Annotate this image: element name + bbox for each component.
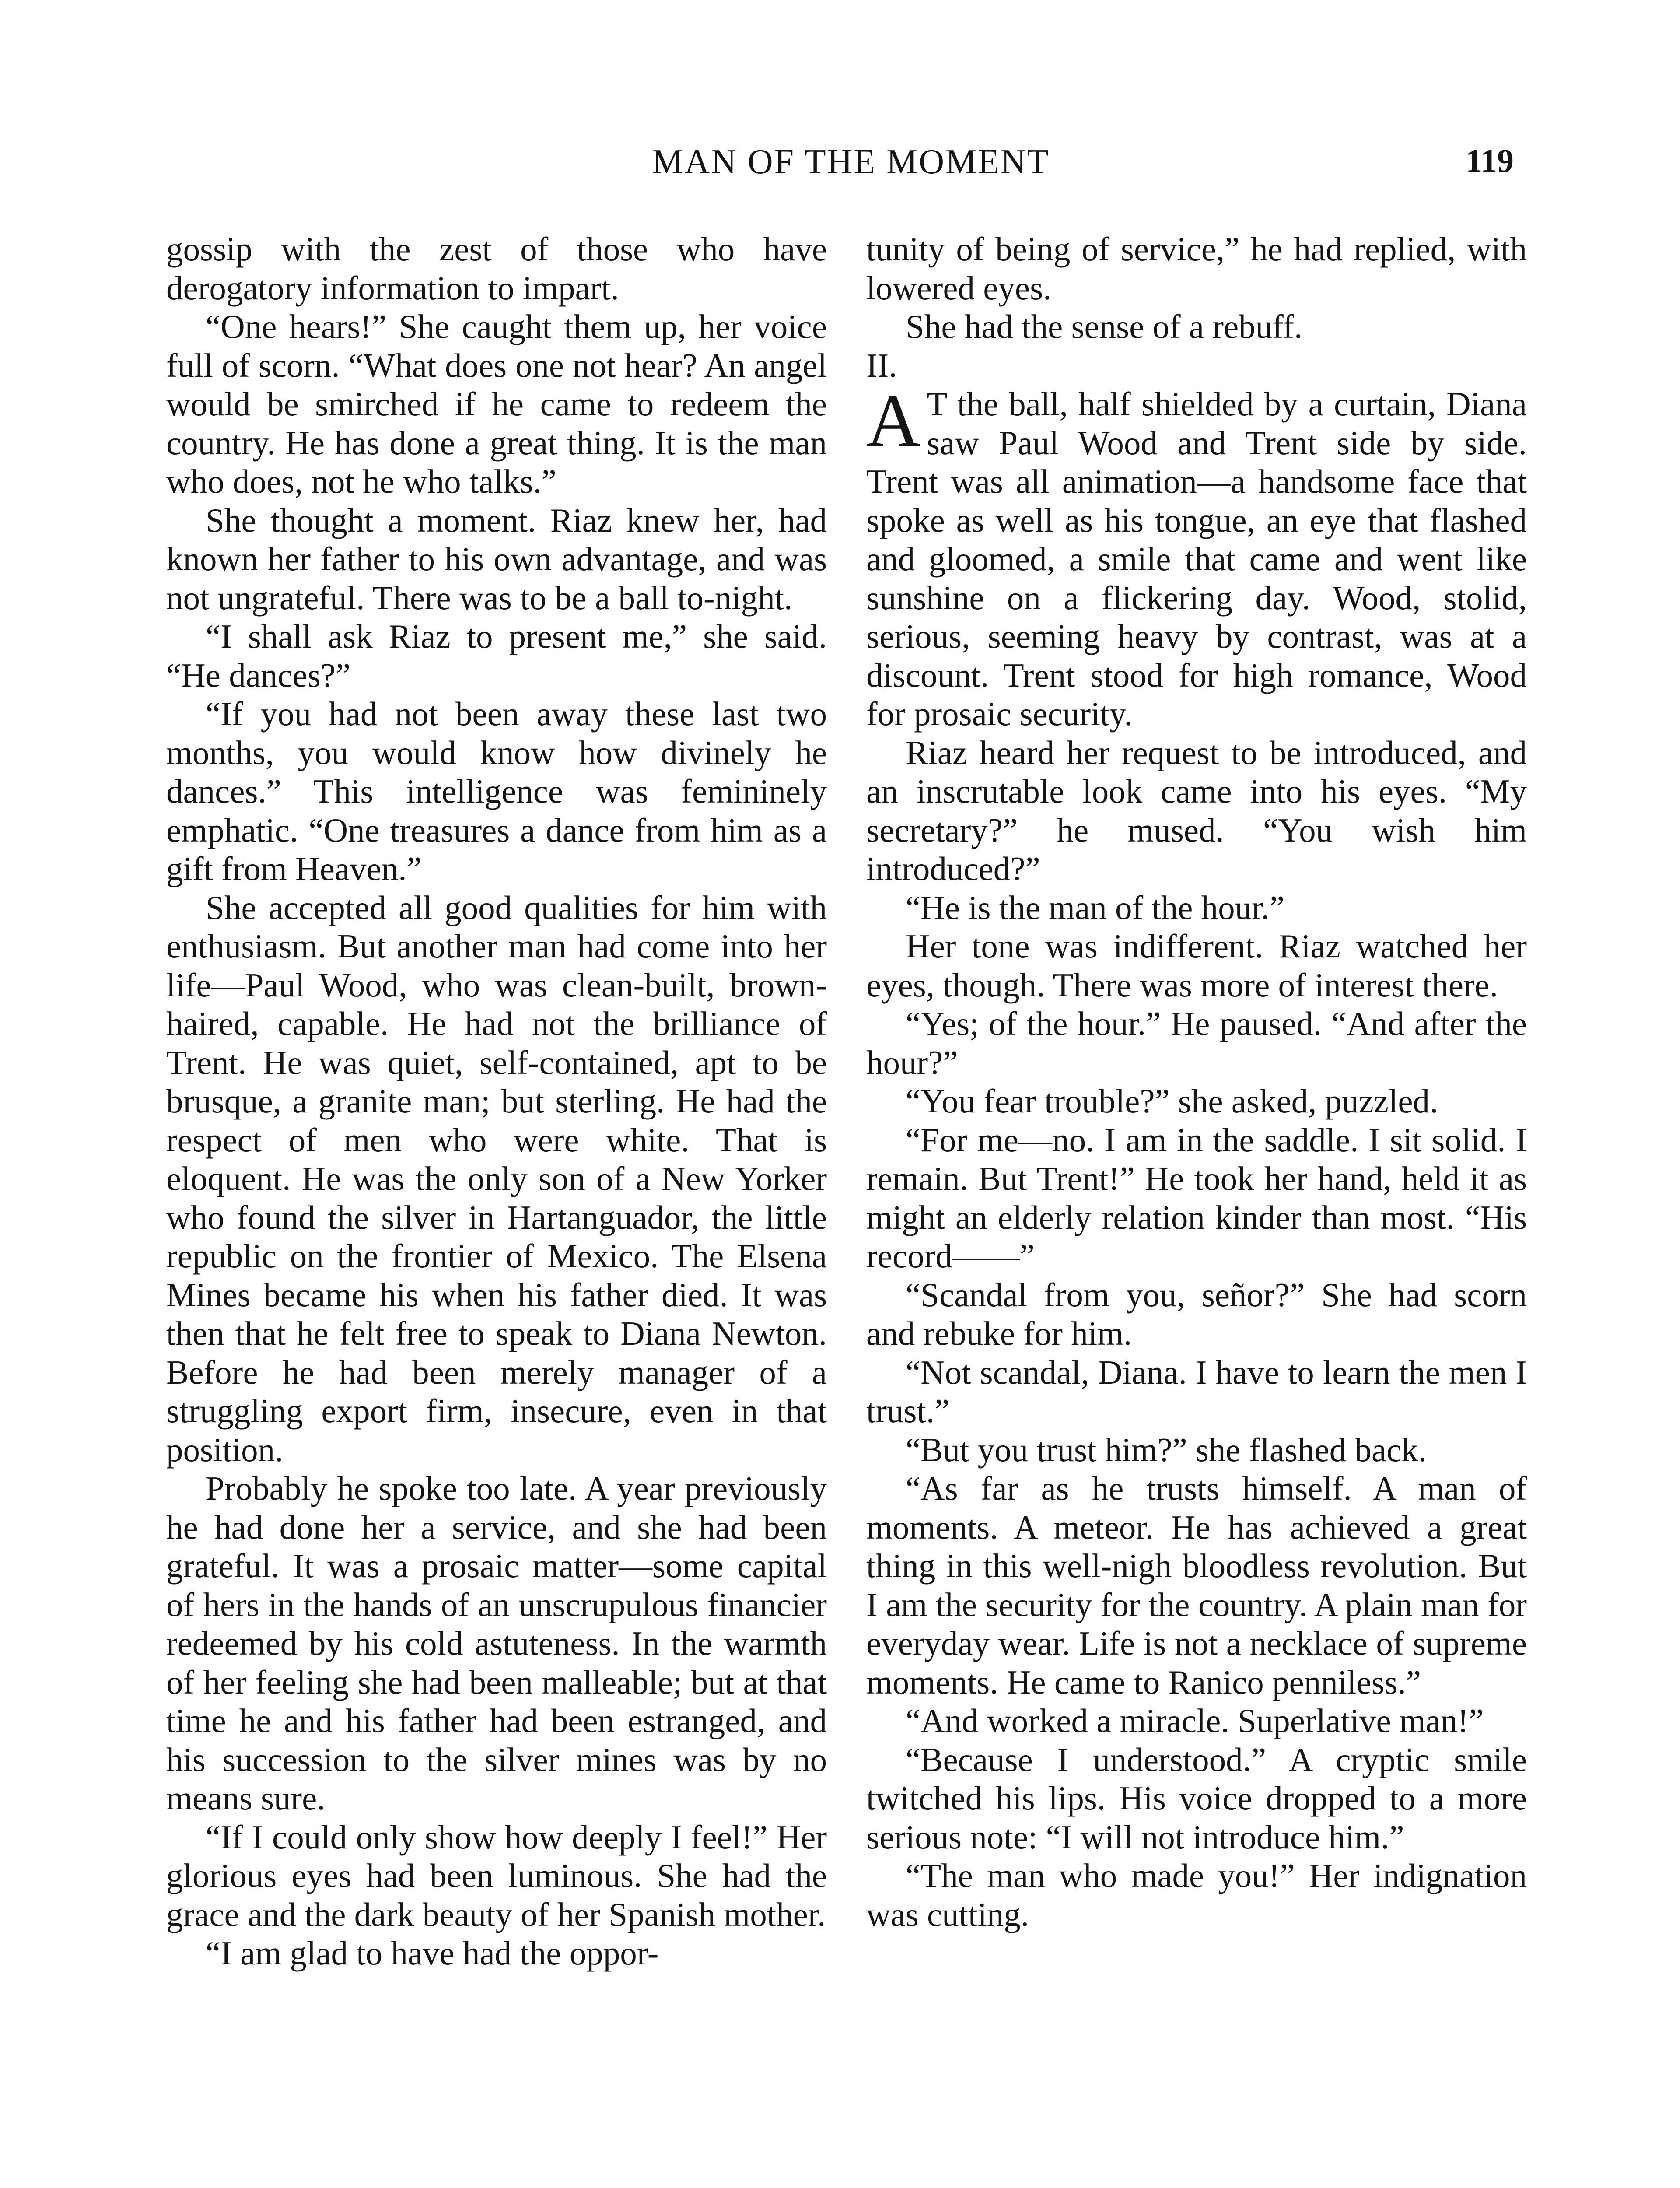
paragraph: “Scandal from you, señor?” She had scorn and rebuke for him. [866, 1276, 1527, 1352]
paragraph: “But you trust him?” she flashed back. [906, 1431, 1427, 1469]
paragraph: She thought a moment. Riaz knew her, had known her father to his own advantage, and was not ungrateful. There was to be a ball to-night. [166, 501, 827, 617]
paragraph: “Yes; of the hour.” He paused. “And after the hour?” [866, 1005, 1527, 1081]
paragraph: “And worked a miracle. Superlative man!” [906, 1702, 1484, 1739]
left-text-column [166, 230, 827, 1973]
paragraph: Riaz heard her request to be introduced, and an inscrutable look came into his eyes. “My secretary?” he mused. “You wish him introduced?” [866, 733, 1527, 887]
paragraph: “I shall ask Riaz to present me,” she said. “He dances?” [166, 617, 827, 694]
paragraph: “One hears!” She caught them up, her voice full of scorn. “What does one not hear? An angel would be smirched if he came to redeem the country. He has done a great thing. It is the man who does, not he who talks.” [166, 308, 827, 500]
paragraph: tunity of being of service,” he had replied, with lowered eyes. [866, 230, 1527, 307]
paragraph: “Because I understood.” A cryptic smile twitched his lips. His voice dropped to a more serious note: “I will not introduce him.” [866, 1740, 1527, 1856]
paragraph: “I am glad to have had the oppor- [206, 1934, 659, 1972]
paragraph: “He is the man of the hour.” [906, 888, 1284, 926]
paragraph: She had the sense of a rebuff. [906, 308, 1303, 345]
paragraph: “If I could only show how deeply I feel!” Her glorious eyes had been luminous. She had the grace and the dark beauty of her Spanish mother. [166, 1818, 827, 1933]
section-heading: II. [866, 346, 897, 384]
paragraph: “As far as he trusts himself. A man of moments. A meteor. He has achieved a great thing in this well-nigh bloodless revolution. But I am the security for the country. A plain man for everyday wear. Life is not a necklace of supreme moments. He came to Ranico penniless.” [866, 1469, 1527, 1701]
opening-paragraph-text: T the ball, half shielded by a curtain, Diana saw Paul Wood and Trent side by side. Trent was all animation—a handsome face that spoke as well as his tongue, an eye that flashed and gloomed, a smile that came and went like sunshine on a flickering day. Wood, stolid, serious, seeming heavy by contrast, was at a discount. Trent stood for high romance, Wood for prosaic security. [866, 385, 1527, 733]
paragraph: Her tone was indifferent. Riaz watched her eyes, though. There was more of interest there. [866, 927, 1527, 1004]
right-text-column [866, 230, 1527, 1934]
paragraph: “You fear trouble?” she asked, puzzled. [906, 1082, 1438, 1120]
paragraph: “For me—no. I am in the saddle. I sit solid. I remain. But Trent!” He took her hand, held it as might an elderly relation kinder than most. “His record——” [866, 1121, 1527, 1275]
paragraph: gossip with the zest of those who have derogatory information to impart. [166, 230, 827, 307]
paragraph: “Not scandal, Diana. I have to learn the men I trust.” [866, 1353, 1527, 1430]
drop-cap: A [866, 379, 921, 463]
paragraph: “If you had not been away these last two months, you would know how divinely he dances.” This intelligence was femininely emphatic. “One treasures a dance from him as a gift from Heaven.” [166, 695, 827, 887]
paragraph: She accepted all good qualities for him with enthusiasm. But another man had come into her life—Paul Wood, who was clean-built, brown-haired, capable. He had not the brilliance of Trent. He was quiet, self-contained, apt to be brusque, a granite man; but sterling. He had the respect of men who were white. That is eloquent. He was the only son of a New Yorker who found the silver in Hartanguador, the little republic on the frontier of Mexico. The Elsena Mines became his when his father died. It was then that he felt free to speak to Diana Newton. Before he had been merely manager of a struggling export firm, insecure, even in that position. [166, 888, 827, 1469]
running-title: MAN OF THE MOMENT [652, 143, 1050, 181]
page-number: 119 [1466, 143, 1514, 179]
paragraph: “The man who made you!” Her indignation was cutting. [866, 1857, 1527, 1933]
paragraph: Probably he spoke too late. A year previously he had done her a service, and she had been grateful. It was a prosaic matter—some capital of hers in the hands of an unscrupulous financier redeemed by his cold astuteness. In the warmth of her feeling she had been malleable; but at that time he and his father had been estranged, and his succession to the silver mines was by no means sure. [166, 1469, 827, 1817]
opening-paragraph [866, 379, 1527, 733]
